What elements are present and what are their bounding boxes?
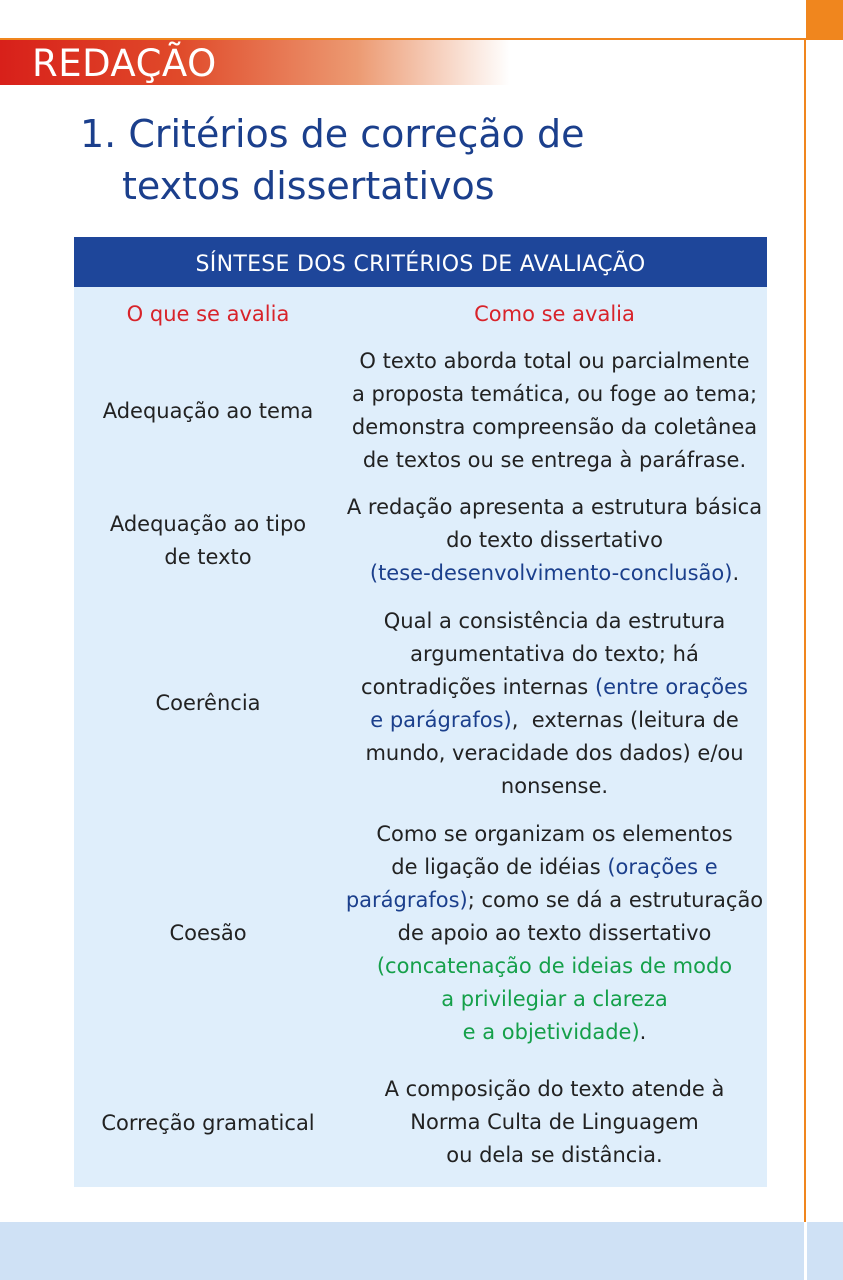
desc-line: de textos ou se entrega à paráfrase. <box>362 448 747 472</box>
desc-line: mundo, veracidade dos dados) e/ou <box>365 741 744 765</box>
criterion-correcao: Correção gramatical <box>101 1111 315 1135</box>
desc-line: argumentativa do texto; há <box>410 642 699 666</box>
criterion-tema: Adequação ao tema <box>102 399 314 423</box>
page-title-line2: textos dissertativos <box>122 164 495 208</box>
criterion-line: Adequação ao tipo <box>109 512 307 536</box>
desc-line: do texto dissertativo <box>446 528 663 552</box>
desc-line: demonstra compreensão da coletânea <box>351 415 758 439</box>
page-title-line1: 1. Critérios de correção de <box>80 112 585 156</box>
desc-line: Qual a consistência da estrutura <box>383 609 726 633</box>
desc-text: . <box>732 561 740 585</box>
desc-line <box>342 884 767 917</box>
desc-highlight-blue: (orações e <box>607 855 718 879</box>
desc-line <box>342 704 767 737</box>
description-tema <box>342 345 767 477</box>
desc-highlight-blue: (entre orações <box>594 675 748 699</box>
right-orange-rule <box>804 38 806 1222</box>
desc-highlight-blue: parágrafos) <box>345 888 468 912</box>
table-header: SÍNTESE DOS CRITÉRIOS DE AVALIAÇÃO <box>74 237 767 287</box>
desc-line: A composição do texto atende à <box>384 1077 725 1101</box>
col-header-how: Como se avalia <box>474 302 635 326</box>
description-coerencia <box>342 605 767 803</box>
criterion-tipo-texto <box>74 508 342 574</box>
section-label: REDAÇÃO <box>32 42 217 85</box>
desc-text: de ligação de idéias <box>391 855 608 879</box>
desc-highlight-blue: e parágrafos) <box>370 708 512 732</box>
desc-highlight-green: (concatenação de ideias de modo <box>376 954 733 978</box>
desc-line: A redação apresenta a estrutura básica <box>346 495 763 519</box>
desc-line <box>342 557 767 590</box>
desc-line: a proposta temática, ou foge ao tema; <box>351 382 758 406</box>
criterion-line: de texto <box>164 545 252 569</box>
desc-line <box>342 851 767 884</box>
page-title <box>80 108 780 212</box>
desc-highlight-green: a privilegiar a clareza <box>441 987 668 1011</box>
footer-divider <box>804 1222 807 1280</box>
desc-text: , externas (leitura de <box>511 708 739 732</box>
desc-highlight-green: e a objetividade) <box>462 1020 640 1044</box>
desc-line <box>342 671 767 704</box>
desc-highlight-blue: (tese-desenvolvimento-conclusão) <box>369 561 733 585</box>
orange-corner-tab <box>806 0 843 40</box>
desc-line: ou dela se distância. <box>446 1143 663 1167</box>
desc-text: ; como se dá a estruturação <box>467 888 764 912</box>
criteria-table <box>74 237 767 1187</box>
description-coesao <box>342 818 767 1049</box>
description-tipo-texto <box>342 491 767 590</box>
description-correcao <box>342 1073 767 1172</box>
col-header-what: O que se avalia <box>126 302 290 326</box>
desc-text: contradições internas <box>361 675 595 699</box>
desc-line: Norma Culta de Linguagem <box>410 1110 699 1134</box>
desc-line: Como se organizam os elementos <box>376 822 733 846</box>
desc-line: de apoio ao texto dissertativo <box>397 921 712 945</box>
criterion-coesao: Coesão <box>169 921 247 945</box>
desc-line: nonsense. <box>500 774 609 798</box>
desc-line: O texto aborda total ou parcialmente <box>359 349 750 373</box>
desc-line <box>342 1016 767 1049</box>
footer-band <box>0 1222 843 1280</box>
criterion-coerencia: Coerência <box>155 691 261 715</box>
desc-text: . <box>639 1020 647 1044</box>
